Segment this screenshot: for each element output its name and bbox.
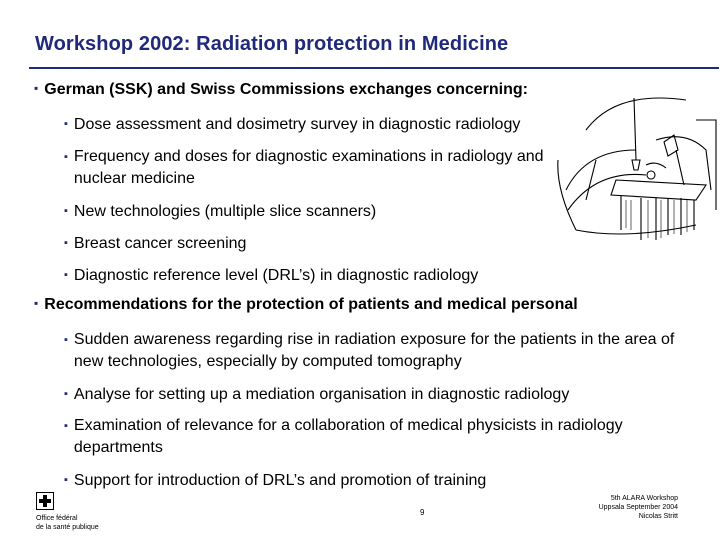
bullet-icon: ▪ (34, 296, 39, 310)
bullet-icon: ▪ (64, 118, 68, 130)
list-item-text: Examination of relevance for a collaboration of medical physicists in radiology departments (73, 417, 623, 456)
list-item-text: Breast cancer screening (73, 235, 247, 252)
list-item-text: Analyse for setting up a mediation organisation in diagnostic radiology (73, 386, 570, 403)
list-item (64, 383, 704, 406)
list-item-text: Dose assessment and dosimetry survey in diagnostic radiology (73, 116, 521, 133)
title-underline (29, 67, 719, 69)
list-item-text: Diagnostic reference level (DRL’s) in diagnostic radiology (73, 267, 479, 284)
list-item-text: Frequency and doses for diagnostic examinations in radiology and nuclear medicine (73, 148, 544, 187)
list-item (64, 329, 704, 373)
bullet-icon: ▪ (64, 205, 68, 217)
bullet-icon: ▪ (64, 334, 68, 346)
bullet-icon: ▪ (64, 151, 68, 163)
list-item-text: Sudden awareness regarding rise in radiation exposure for the patients in the area of new technologies, especially by computed tomography (73, 331, 675, 370)
organisation-name: Office fédéral de la santé publique (36, 515, 99, 531)
footer-credits: 5th ALARA Workshop Uppsala September 2004 Nicolas Stritt (598, 495, 678, 520)
ofsp-logo (36, 492, 106, 538)
swiss-cross-icon (36, 492, 54, 510)
medical-equipment-illustration (556, 90, 720, 240)
list-item (64, 415, 704, 459)
section-heading-text: Recommendations for the protection of patients and medical personal (44, 296, 578, 313)
section-heading-exchanges (34, 81, 528, 99)
bullet-icon: ▪ (64, 420, 68, 432)
bullet-icon: ▪ (64, 388, 68, 400)
bullet-icon: ▪ (64, 269, 68, 281)
bullet-icon: ▪ (64, 474, 68, 486)
list-item (64, 469, 704, 492)
section-heading-recommendations (34, 296, 578, 314)
section-heading-text: German (SSK) and Swiss Commissions exchanges concerning: (44, 81, 528, 98)
page-number: 9 (420, 508, 425, 517)
list-item (64, 264, 704, 287)
list-item-text: Support for introduction of DRL’s and promotion of training (73, 472, 487, 489)
slide-title: Workshop 2002: Radiation protection in Medicine (35, 33, 509, 55)
bullet-icon: ▪ (34, 81, 39, 95)
bullet-icon: ▪ (64, 237, 68, 249)
list-item-text: New technologies (multiple slice scanners) (73, 203, 377, 220)
